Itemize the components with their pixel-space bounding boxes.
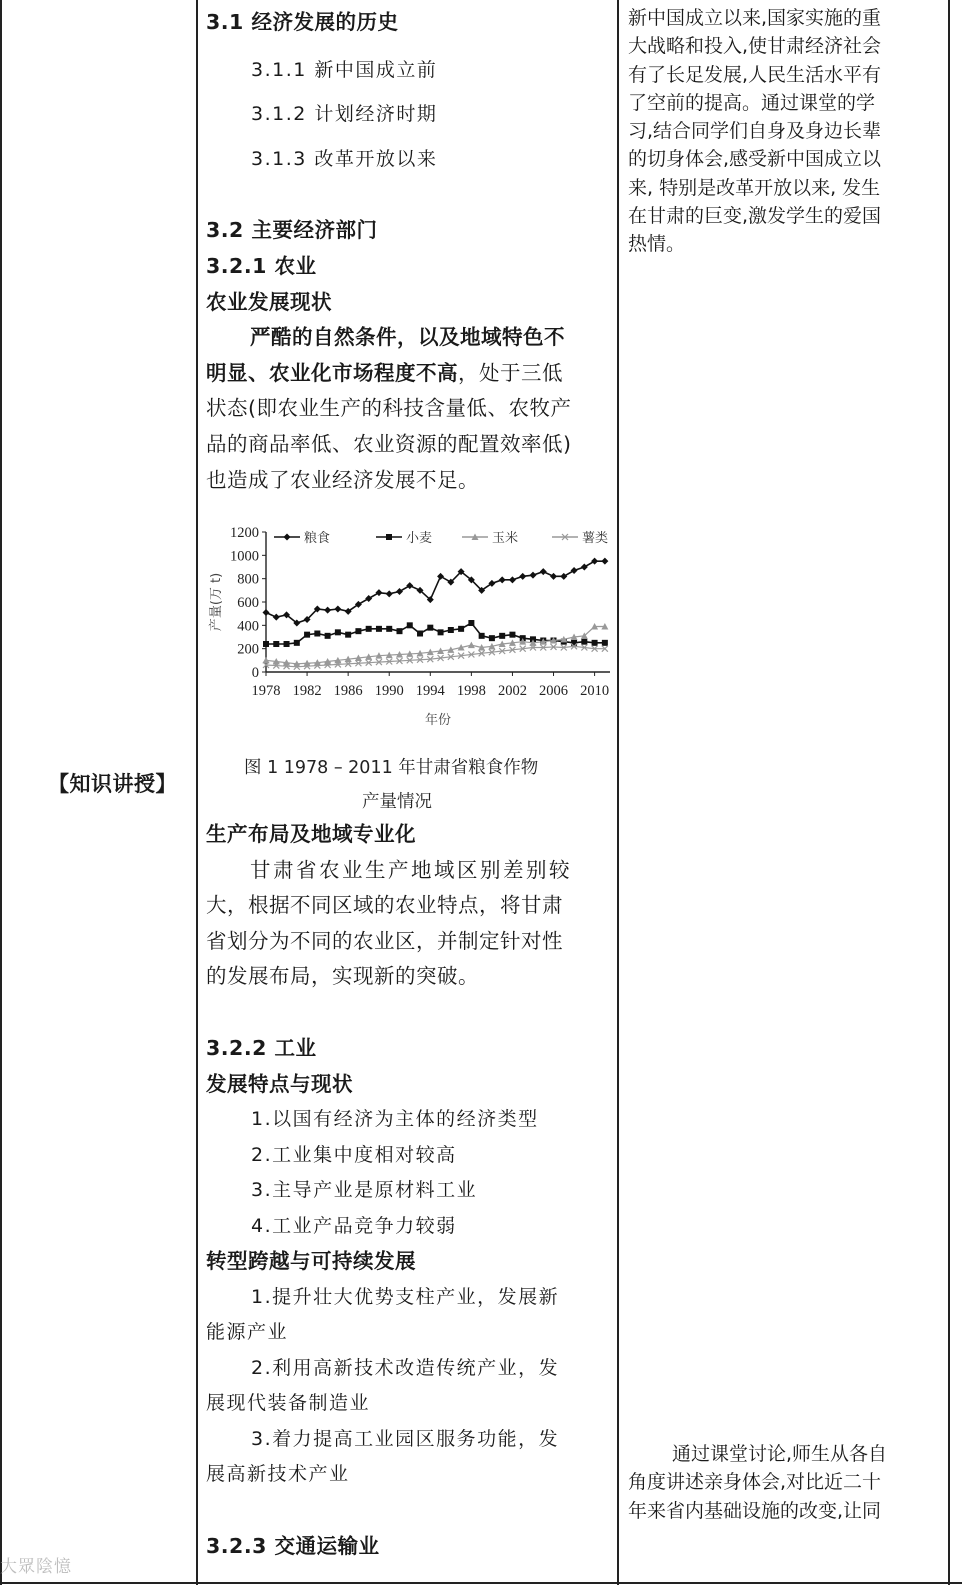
x-tick-label: 1978 — [251, 683, 281, 699]
series-point-1 — [499, 576, 506, 583]
right-note-bottom-line: 通过课堂讨论,师生从各自 — [672, 1443, 888, 1465]
series-point-2 — [366, 626, 372, 632]
x-tick-label: 1990 — [374, 683, 404, 699]
layout-para-line-2: 大，根据不同区域的农业特点，将甘肃 — [206, 893, 563, 917]
series-point-2 — [468, 620, 474, 626]
series-point-1 — [375, 589, 382, 596]
item-3-1-2: 3.1.2 计划经济时期 — [251, 103, 438, 125]
right-note-bottom — [628, 1440, 950, 1525]
industry-point-2: 2.工业集中度相对较高 — [251, 1144, 457, 1166]
series-point-1 — [406, 582, 413, 589]
series-point-2 — [263, 641, 269, 647]
legend-label-4: 薯类 — [582, 531, 609, 546]
table-border-left — [0, 0, 2, 1585]
agri-para-bold: 明显、农业化市场程度不高 — [206, 361, 458, 385]
x-tick-label: 1998 — [456, 683, 486, 699]
heading-transform: 转型跨越与可持续发展 — [206, 1249, 416, 1273]
agri-para-line-2 — [206, 355, 563, 391]
series-point-2 — [325, 633, 331, 639]
y-tick-label: 1200 — [230, 525, 259, 541]
y-tick-label: 400 — [237, 618, 259, 635]
series-point-1 — [591, 558, 598, 565]
table-divider-2 — [617, 0, 619, 1585]
series-point-2 — [489, 635, 495, 641]
right-note-top-line: 来, 特别是改革开放以来, 发生 — [628, 176, 881, 199]
x-tick-label: 2002 — [497, 683, 527, 699]
heading-3-2-3: 3.2.3 交通运输业 — [206, 1534, 380, 1558]
watermark: 大眾陰憶 — [0, 1557, 72, 1577]
right-note-top-line: 的切身体会,感受新中国成立以 — [628, 148, 882, 171]
series-point-1 — [581, 564, 588, 571]
series-point-1 — [540, 568, 547, 575]
industry-point-3: 3.主导产业是原材料工业 — [251, 1179, 478, 1201]
series-point-2 — [407, 622, 413, 628]
series-point-2 — [438, 629, 444, 635]
item-3-1-3: 3.1.3 改革开放以来 — [251, 148, 438, 170]
x-axis-label: 年份 — [424, 713, 452, 728]
x-tick-label: 1982 — [292, 683, 322, 699]
series-point-1 — [437, 573, 444, 580]
series-point-1 — [273, 614, 280, 621]
y-tick-label: 800 — [237, 571, 259, 588]
layout-para-line-1: 甘肃省农业生产地域区别差别较 — [250, 858, 572, 882]
right-note-top-line: 大战略和投入,使甘肃经济社会 — [628, 35, 882, 58]
agri-para-line-5: 也造成了农业经济发展不足。 — [206, 468, 479, 492]
heading-3-2: 3.2 主要经济部门 — [206, 218, 378, 242]
legend-label-3: 玉米 — [492, 531, 519, 546]
series-point-2 — [294, 640, 300, 646]
series-point-2 — [304, 632, 310, 638]
heading-3-1: 3.1 经济发展的历史 — [206, 10, 399, 34]
y-tick-label: 200 — [237, 641, 259, 658]
heading-agri-status: 农业发展现状 — [206, 290, 332, 314]
transform-point-3-line-2: 展高新技术产业 — [206, 1463, 350, 1485]
transform-point-1-line-1: 1.提升壮大优势支柱产业，发展新 — [251, 1286, 560, 1308]
layout-para-line-3: 省划分为不同的农业区，并制定针对性 — [206, 929, 563, 953]
right-note-top-line: 了空前的提高。通过课堂的学 — [628, 91, 876, 114]
industry-point-1: 1.以国有经济为主体的经济类型 — [251, 1108, 539, 1130]
series-point-1 — [365, 595, 372, 602]
legend-marker-2 — [386, 534, 392, 540]
right-note-top — [628, 4, 950, 259]
figure-caption-line-1: 图 1 1978 – 2011 年甘肃省粮食作物 — [244, 758, 539, 778]
figure-caption-line-2: 产量情况 — [362, 792, 432, 812]
series-point-2 — [314, 631, 320, 637]
heading-agri-layout: 生产布局及地域专业化 — [206, 822, 416, 846]
agri-para-rest: ，处于三低 — [458, 361, 563, 385]
agri-para-line-1: 严酷的自然条件，以及地域特色不 — [250, 325, 565, 349]
right-note-top-line: 新中国成立以来,国家实施的重 — [628, 7, 882, 29]
grain-production-chart — [206, 520, 616, 732]
series-point-2 — [417, 631, 423, 637]
series-point-1 — [334, 606, 341, 613]
series-point-2 — [427, 625, 433, 631]
series-point-2 — [602, 640, 608, 646]
item-3-1-1: 3.1.1 新中国成立前 — [251, 59, 438, 81]
series-point-1 — [396, 588, 403, 595]
y-tick-label: 600 — [237, 595, 259, 611]
y-tick-label: 0 — [251, 665, 259, 681]
transform-point-1-line-2: 能源产业 — [206, 1321, 289, 1343]
series-point-2 — [396, 628, 402, 634]
table-border-bottom — [0, 1582, 962, 1584]
series-point-2 — [273, 641, 279, 647]
y-axis-label: 产量(万 t) — [209, 572, 224, 632]
series-point-3 — [468, 642, 475, 649]
series-point-2 — [581, 639, 587, 645]
industry-point-4: 4.工业产品竞争力较弱 — [251, 1215, 457, 1237]
series-point-1 — [560, 573, 567, 580]
x-tick-label: 1986 — [333, 683, 363, 699]
transform-point-2-line-1: 2.利用高新技术改造传统产业，发 — [251, 1357, 560, 1379]
legend-label-2: 小麦 — [406, 531, 433, 546]
series-point-2 — [458, 626, 464, 632]
right-note-top-line: 在甘肃的巨变,激发学生的爱国 — [628, 205, 882, 228]
series-point-1 — [529, 572, 536, 579]
x-tick-label: 1994 — [415, 683, 445, 699]
series-point-2 — [499, 633, 505, 639]
series-point-2 — [376, 626, 382, 632]
right-note-top-line: 有了长足发展,人民生活水平有 — [628, 63, 882, 86]
series-point-2 — [479, 633, 485, 639]
table-divider-1 — [196, 0, 198, 1585]
right-note-bottom-line: 年来省内基础设施的改变,让同 — [628, 1499, 882, 1522]
heading-industry-status: 发展特点与现状 — [206, 1072, 353, 1096]
series-line-1 — [266, 561, 605, 623]
layout-para-line-4: 的发展布局，实现新的突破。 — [206, 964, 479, 988]
legend-marker-1 — [284, 534, 291, 541]
transform-point-2-line-2: 展现代装备制造业 — [206, 1392, 371, 1414]
series-point-1 — [519, 573, 526, 580]
heading-3-2-2: 3.2.2 工业 — [206, 1036, 317, 1060]
series-point-1 — [386, 590, 393, 597]
series-point-1 — [509, 576, 516, 583]
series-point-2 — [284, 641, 290, 647]
y-tick-label: 1000 — [230, 548, 259, 565]
series-point-2 — [335, 629, 341, 635]
transform-point-3-line-1: 3.着力提高工业园区服务功能，发 — [251, 1428, 560, 1450]
series-point-2 — [509, 632, 515, 638]
section-label: 【知识讲授】 — [48, 772, 177, 796]
series-point-1 — [601, 558, 608, 565]
right-note-top-line: 热情。 — [628, 233, 686, 256]
x-tick-label: 2010 — [580, 683, 610, 699]
series-point-2 — [592, 640, 598, 646]
right-note-bottom-line: 角度讲述亲身体会,对比近二十 — [628, 1471, 882, 1494]
series-point-1 — [550, 573, 557, 580]
series-point-1 — [571, 567, 578, 574]
series-point-2 — [386, 626, 392, 632]
agri-para-line-4: 品的商品率低、农业资源的配置效率低) — [206, 432, 572, 456]
right-note-top-line: 习,结合同学们自身及身边长辈 — [628, 120, 882, 143]
legend-label-1: 粮食 — [304, 531, 331, 546]
heading-3-2-1: 3.2.1 农业 — [206, 254, 317, 278]
series-point-2 — [448, 627, 454, 633]
series-point-2 — [355, 628, 361, 634]
series-point-1 — [324, 607, 331, 614]
agri-para-line-3: 状态(即农业生产的科技含量低、农牧产 — [206, 396, 572, 420]
x-tick-label: 2006 — [539, 683, 569, 699]
series-point-2 — [345, 632, 351, 638]
series-point-1 — [263, 609, 270, 616]
